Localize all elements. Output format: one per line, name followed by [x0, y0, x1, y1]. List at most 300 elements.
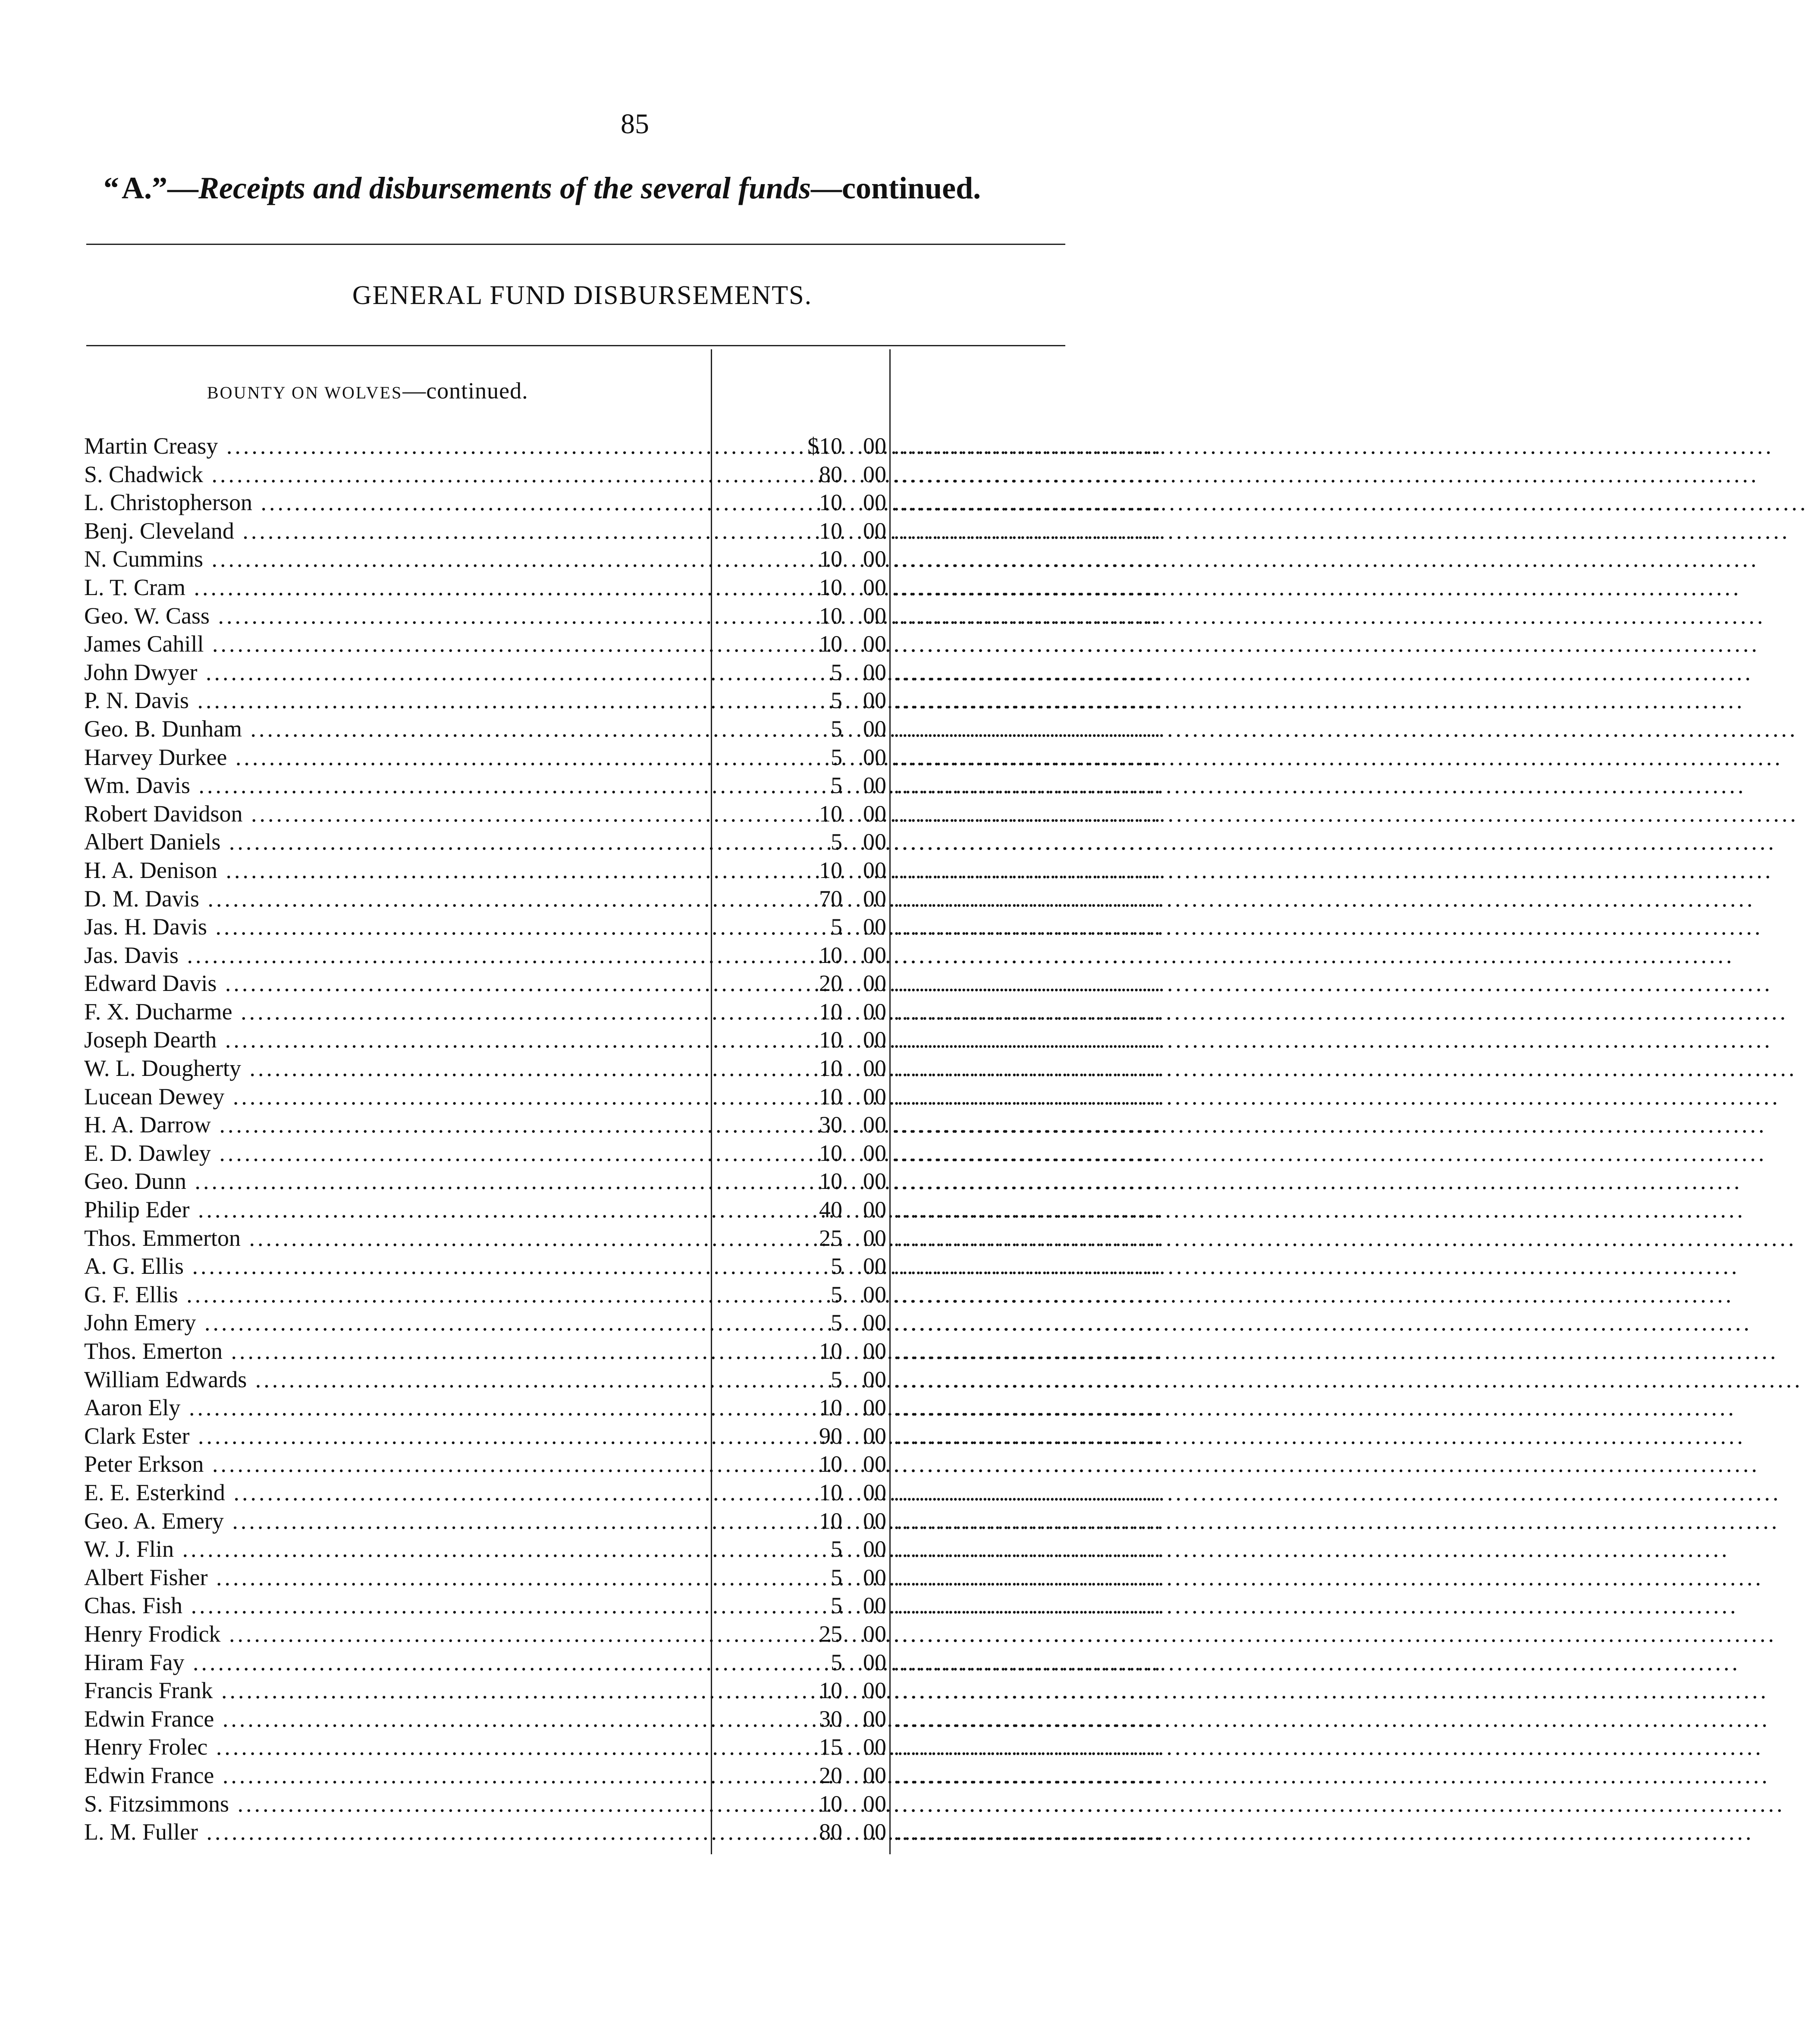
amount: [716, 1564, 886, 1592]
amount-cents: 00: [863, 1027, 886, 1053]
list-item: [0, 743, 1270, 772]
amount-cents: 00: [863, 1819, 886, 1845]
list-item: [0, 1564, 1270, 1592]
disbursement-list: [0, 432, 1270, 1846]
amount: [716, 1167, 886, 1196]
amount-cents: 00: [863, 687, 886, 714]
payee-name: Lucean Dewey .....: [84, 1083, 705, 1111]
leader-dots: ................................: [894, 687, 1163, 714]
amount-cents: 00: [863, 1564, 886, 1590]
leader-dots: ................................: [894, 602, 1163, 629]
amount-cents: 00: [863, 800, 886, 827]
payee-name: Hiram Fay .....: [84, 1649, 705, 1677]
amount-cents: 00: [863, 1395, 886, 1421]
amount-cents: 00: [863, 942, 886, 968]
payee-name: Harvey Durkee .....: [84, 743, 705, 772]
amount-cents: 00: [863, 489, 886, 516]
list-item: [0, 1818, 1270, 1846]
amount: [716, 885, 886, 913]
amount-dollars: 10: [819, 489, 842, 516]
payee-name: Thos. Emmerton .....: [84, 1224, 705, 1253]
leader-dots: ................................: [894, 1762, 1163, 1788]
amount-cents: 00: [863, 546, 886, 572]
leader-dots: ................................: [894, 1649, 1163, 1675]
amount-dollars: 10: [819, 1395, 842, 1421]
amount: [716, 715, 886, 743]
amount-dollars: 5: [831, 829, 842, 855]
payee-name: E. E. Esterkind .....: [84, 1479, 705, 1507]
amount-cents: 00: [863, 659, 886, 685]
amount: [716, 489, 886, 517]
list-item: [0, 800, 1270, 828]
title-prefix: “ A.”—: [104, 171, 199, 205]
leader-dots: ................................: [894, 1451, 1163, 1477]
amount: [716, 1705, 886, 1734]
amount-dollars: 40: [819, 1197, 842, 1223]
amount: [716, 630, 886, 658]
amount-dollars: 10: [819, 1027, 842, 1053]
leader-dots: ................................: [894, 1197, 1163, 1223]
list-item: [0, 1366, 1270, 1394]
amount: [716, 1394, 886, 1422]
list-item: [0, 1535, 1270, 1564]
payee-name: Clark Ester .....: [84, 1422, 705, 1451]
amount: [716, 1649, 886, 1677]
amount-dollars: 20: [819, 970, 842, 997]
section-heading: GENERAL FUND DISBURSEMENTS.: [352, 281, 813, 310]
list-item: [0, 432, 1270, 461]
list-item: [0, 1111, 1270, 1139]
payee-name: Peter Erkson .....: [84, 1450, 705, 1479]
amount-cents: 00: [863, 1281, 886, 1307]
list-item: [0, 461, 1270, 489]
list-item: [0, 1139, 1270, 1168]
amount: [716, 1818, 886, 1846]
list-item: [0, 998, 1270, 1026]
list-item: [0, 1705, 1270, 1734]
amount-dollars: 5: [831, 715, 842, 742]
title-suffix: —continued.: [811, 171, 981, 205]
amount-cents: 00: [863, 1451, 886, 1477]
amount-cents: 00: [863, 1197, 886, 1223]
leader-dots: ................................: [894, 744, 1163, 770]
list-item: [0, 885, 1270, 913]
leader-dots: ................................: [894, 1281, 1163, 1307]
leader-dots: ................................: [894, 1140, 1163, 1166]
amount-dollars: 10: [819, 602, 842, 629]
list-item: [0, 1224, 1270, 1253]
payee-name: S. Chadwick .....: [84, 461, 705, 489]
amount: [716, 602, 886, 630]
payee-name: H. A. Darrow .....: [84, 1111, 705, 1139]
amount-cents: 00: [863, 772, 886, 799]
list-item: [0, 1167, 1270, 1196]
page-number: 85: [621, 108, 649, 140]
list-item: [0, 602, 1270, 630]
payee-name: Edwin France .....: [84, 1705, 705, 1734]
list-item: [0, 1450, 1270, 1479]
leader-dots: ................................: [894, 1083, 1163, 1110]
subheading: [207, 377, 528, 404]
amount: [716, 1111, 886, 1139]
amount-cents: 00: [863, 744, 886, 770]
list-item: [0, 574, 1270, 602]
amount-dollars: 10: [819, 998, 842, 1025]
leader-dots: ................................: [894, 942, 1163, 968]
amount-dollars: 30: [819, 1705, 842, 1732]
list-item: [0, 489, 1270, 517]
leader-dots: ................................: [894, 829, 1163, 855]
payee-name: P. N. Davis .....: [84, 687, 705, 715]
page-title: [104, 170, 1095, 206]
list-item: [0, 517, 1270, 545]
list-item: [0, 1394, 1270, 1422]
leader-dots: ................................: [894, 1366, 1163, 1392]
amount-dollars: 5: [831, 1253, 842, 1279]
list-item: [0, 1281, 1270, 1309]
amount-dollars: 5: [831, 1649, 842, 1675]
amount: [716, 1535, 886, 1564]
list-item: [0, 630, 1270, 658]
leader-dots: ................................: [894, 998, 1163, 1025]
amount-dollars: 25: [819, 1225, 842, 1251]
payee-name: W. L. Dougherty .....: [84, 1054, 705, 1083]
list-item: [0, 1054, 1270, 1083]
leader-dots: ................................: [894, 1677, 1163, 1704]
amount-cents: 00: [863, 1508, 886, 1534]
section-rule: [86, 345, 1065, 346]
leader-dots: ................................: [894, 970, 1163, 997]
amount-cents: 00: [863, 602, 886, 629]
leader-dots: ................................: [894, 433, 1163, 459]
amount-cents: 00: [863, 433, 886, 459]
amount-dollars: 10: [819, 1168, 842, 1194]
amount-cents: 00: [863, 1705, 886, 1732]
leader-dots: ................................: [894, 857, 1163, 883]
list-item: [0, 1252, 1270, 1281]
list-item: [0, 1337, 1270, 1366]
leader-dots: ................................: [894, 885, 1163, 912]
payee-name: Philip Eder .....: [84, 1196, 705, 1224]
amount: [716, 1224, 886, 1253]
amount: [716, 687, 886, 715]
amount-cents: 00: [863, 885, 886, 912]
leader-dots: ................................: [894, 772, 1163, 799]
payee-name: Martin Creasy .....: [84, 432, 705, 461]
list-item: [0, 1479, 1270, 1507]
payee-name: William Edwards .....: [84, 1366, 705, 1394]
amount: [716, 1620, 886, 1649]
leader-dots: ................................: [894, 1423, 1163, 1449]
list-item: [0, 771, 1270, 800]
leader-dots: ................................: [894, 659, 1163, 685]
amount-cents: 00: [863, 998, 886, 1025]
amount-dollars: 10: [819, 1677, 842, 1704]
payee-name: Edward Davis .....: [84, 969, 705, 998]
leader-dots: ................................: [894, 574, 1163, 600]
amount: [716, 1139, 886, 1168]
amount-cents: 00: [863, 914, 886, 940]
amount-dollars: 10: [819, 574, 842, 600]
amount-cents: 00: [863, 1423, 886, 1449]
amount-cents: 00: [863, 829, 886, 855]
payee-name: Henry Frodick .....: [84, 1620, 705, 1649]
list-item: [0, 1620, 1270, 1649]
amount-dollars: 10: [819, 631, 842, 657]
amount-cents: 00: [863, 517, 886, 544]
payee-name: D. M. Davis .....: [84, 885, 705, 913]
amount: [716, 828, 886, 856]
amount-dollars: 10: [819, 517, 842, 544]
list-item: [0, 941, 1270, 970]
leader-dots: ................................: [894, 1536, 1163, 1562]
amount-cents: 00: [863, 1310, 886, 1336]
leader-dots: ................................: [894, 1338, 1163, 1364]
amount: [716, 1309, 886, 1337]
subheading-title: BOUNTY ON WOLVES: [207, 383, 403, 402]
payee-name: Francis Frank .....: [84, 1677, 705, 1705]
amount-dollars: 10: [819, 1451, 842, 1477]
leader-dots: ................................: [894, 1395, 1163, 1421]
amount: [716, 856, 886, 885]
payee-name: G. F. Ellis .....: [84, 1281, 705, 1309]
payee-name: S. Fitzsimmons .....: [84, 1790, 705, 1818]
amount: [716, 545, 886, 574]
leader-dots: ................................: [894, 1705, 1163, 1732]
amount-dollars: 5: [831, 1366, 842, 1392]
leader-dots: ................................: [894, 517, 1163, 544]
payee-name: N. Cummins .....: [84, 545, 705, 574]
amount-dollars: 25: [819, 1621, 842, 1647]
payee-name: Jas. Davis .....: [84, 941, 705, 970]
payee-name: H. A. Denison .....: [84, 856, 705, 885]
amount: [716, 461, 886, 489]
list-item: [0, 1790, 1270, 1818]
top-rule: [86, 244, 1065, 245]
leader-dots: ................................: [894, 914, 1163, 940]
amount: [716, 1479, 886, 1507]
payee-name: John Dwyer .....: [84, 658, 705, 687]
payee-name: Chas. Fish .....: [84, 1592, 705, 1620]
payee-name: Henry Frolec .....: [84, 1733, 705, 1762]
amount-cents: 00: [863, 1225, 886, 1251]
list-item: [0, 545, 1270, 574]
list-item: [0, 1677, 1270, 1705]
payee-name: James Cahill .....: [84, 630, 705, 658]
leader-dots: ................................: [894, 461, 1163, 487]
amount-dollars: 5: [831, 1536, 842, 1562]
payee-name: John Emery .....: [84, 1309, 705, 1337]
payee-name: E. D. Dawley .....: [84, 1139, 705, 1168]
list-item: [0, 1083, 1270, 1111]
amount-dollars: 10: [819, 1790, 842, 1817]
list-item: [0, 715, 1270, 743]
leader-dots: ................................: [894, 1564, 1163, 1590]
leader-dots: ................................: [894, 546, 1163, 572]
leader-dots: ................................: [894, 1253, 1163, 1279]
list-item: [0, 1762, 1270, 1790]
amount-dollars: 5: [831, 744, 842, 770]
amount-dollars: 10: [819, 546, 842, 572]
amount-cents: 00: [863, 1479, 886, 1505]
list-item: [0, 1422, 1270, 1451]
list-item: [0, 1649, 1270, 1677]
payee-name: F. X. Ducharme .....: [84, 998, 705, 1026]
amount-dollars: 10: [819, 1140, 842, 1166]
leader-dots: ................................: [894, 1734, 1163, 1760]
list-item: [0, 1309, 1270, 1337]
list-item: [0, 828, 1270, 856]
amount: [716, 1762, 886, 1790]
amount-cents: 00: [863, 1621, 886, 1647]
amount-cents: 00: [863, 1055, 886, 1082]
amount: [716, 800, 886, 828]
amount-cents: 00: [863, 1790, 886, 1817]
payee-name: Geo. A. Emery .....: [84, 1507, 705, 1536]
payee-name: Jas. H. Davis .....: [84, 913, 705, 941]
amount: [716, 913, 886, 941]
leader-dots: ................................: [894, 1225, 1163, 1251]
payee-name: Albert Daniels .....: [84, 828, 705, 856]
amount-cents: 00: [863, 1168, 886, 1194]
payee-name: Geo. Dunn .....: [84, 1167, 705, 1196]
amount: [716, 658, 886, 687]
amount-dollars: 5: [831, 914, 842, 940]
payee-name: L. M. Fuller .....: [84, 1818, 705, 1846]
leader-dots: ................................: [894, 1168, 1163, 1194]
list-item: [0, 1026, 1270, 1054]
amount: [716, 771, 886, 800]
amount-dollars: 5: [831, 1593, 842, 1619]
amount-cents: 00: [863, 1762, 886, 1788]
amount-cents: 00: [863, 715, 886, 742]
amount: [716, 1252, 886, 1281]
payee-name: L. T. Cram .....: [84, 574, 705, 602]
amount-dollars: 20: [819, 1762, 842, 1788]
leader-dots: ................................: [894, 1508, 1163, 1534]
leader-dots: ................................: [894, 800, 1163, 827]
amount-dollars: 10: [819, 1083, 842, 1110]
payee-name: Aaron Ely .....: [84, 1394, 705, 1422]
amount: [716, 1450, 886, 1479]
amount-dollars: 5: [831, 1564, 842, 1590]
amount-cents: 00: [863, 1536, 886, 1562]
amount-dollars: 15: [819, 1734, 842, 1760]
amount-dollars: 30: [819, 1112, 842, 1138]
amount-dollars: 5: [831, 772, 842, 799]
list-item: [0, 856, 1270, 885]
amount-cents: 00: [863, 1366, 886, 1392]
leader-dots: ................................: [894, 715, 1163, 742]
amount: [716, 1083, 886, 1111]
list-item: [0, 658, 1270, 687]
amount-cents: 00: [863, 631, 886, 657]
payee-name: Geo. W. Cass .....: [84, 602, 705, 630]
amount-cents: 00: [863, 1338, 886, 1364]
amount: [716, 1790, 886, 1818]
list-item: [0, 969, 1270, 998]
leader-dots: ................................: [894, 1819, 1163, 1845]
amount-cents: 00: [863, 1649, 886, 1675]
amount: [716, 941, 886, 970]
amount-dollars: 5: [831, 687, 842, 714]
payee-name: Joseph Dearth .....: [84, 1026, 705, 1054]
amount-cents: 00: [863, 1734, 886, 1760]
amount: [716, 432, 886, 461]
amount-cents: 00: [863, 1140, 886, 1166]
payee-name: A. G. Ellis .....: [84, 1252, 705, 1281]
amount-dollars: 80: [819, 1819, 842, 1845]
amount-dollars: 10: [819, 1338, 842, 1364]
amount-dollars: 10: [819, 800, 842, 827]
title-italic: Receipts and disbursements of the several funds: [198, 171, 811, 205]
amount-dollars: 10: [819, 1479, 842, 1505]
amount-cents: 00: [863, 1112, 886, 1138]
payee-name: Edwin France .....: [84, 1762, 705, 1790]
amount: [716, 1507, 886, 1536]
leader-dots: ................................: [894, 1593, 1163, 1619]
amount: [716, 969, 886, 998]
leader-dots: ................................: [894, 1112, 1163, 1138]
amount-dollars: 10: [819, 1508, 842, 1534]
amount-dollars: 70: [819, 885, 842, 912]
amount-dollars: 90: [819, 1423, 842, 1449]
payee-name: Thos. Emerton .....: [84, 1337, 705, 1366]
list-item: [0, 1733, 1270, 1762]
amount-dollars: 80: [819, 461, 842, 487]
leader-dots: ................................: [894, 489, 1163, 516]
amount-dollars: 10: [819, 1055, 842, 1082]
list-item: [0, 1592, 1270, 1620]
amount-cents: 00: [863, 1083, 886, 1110]
amount: [716, 1592, 886, 1620]
amount: [716, 998, 886, 1026]
payee-name: Wm. Davis .....: [84, 771, 705, 800]
subheading-continued: —continued.: [402, 378, 528, 404]
amount: [716, 1196, 886, 1224]
amount: [716, 1337, 886, 1366]
amount-dollars: 10: [819, 942, 842, 968]
amount-cents: 00: [863, 574, 886, 600]
amount: [716, 574, 886, 602]
payee-name: Albert Fisher .....: [84, 1564, 705, 1592]
leader-dots: ................................: [894, 631, 1163, 657]
amount: [716, 1733, 886, 1762]
payee-name: W. J. Flin .....: [84, 1535, 705, 1564]
amount: [716, 1422, 886, 1451]
leader-dots: ................................: [894, 1055, 1163, 1082]
amount-dollars: 10: [819, 857, 842, 883]
amount-cents: 00: [863, 461, 886, 487]
payee-name: Benj. Cleveland .....: [84, 517, 705, 545]
list-item: [0, 687, 1270, 715]
list-item: [0, 1507, 1270, 1536]
amount-dollars: 5: [831, 1310, 842, 1336]
amount-cents: 00: [863, 970, 886, 997]
amount: [716, 1054, 886, 1083]
amount-cents: 00: [863, 1253, 886, 1279]
amount: [716, 1281, 886, 1309]
leader-dots: ................................: [894, 1027, 1163, 1053]
leader-dots: ................................: [894, 1621, 1163, 1647]
amount: [716, 1366, 886, 1394]
amount-cents: 00: [863, 1677, 886, 1704]
amount-dollars: 5: [831, 1281, 842, 1307]
amount-dollars: $10: [807, 433, 842, 459]
payee-name: Robert Davidson .....: [84, 800, 705, 828]
amount: [716, 1026, 886, 1054]
amount-cents: 00: [863, 857, 886, 883]
